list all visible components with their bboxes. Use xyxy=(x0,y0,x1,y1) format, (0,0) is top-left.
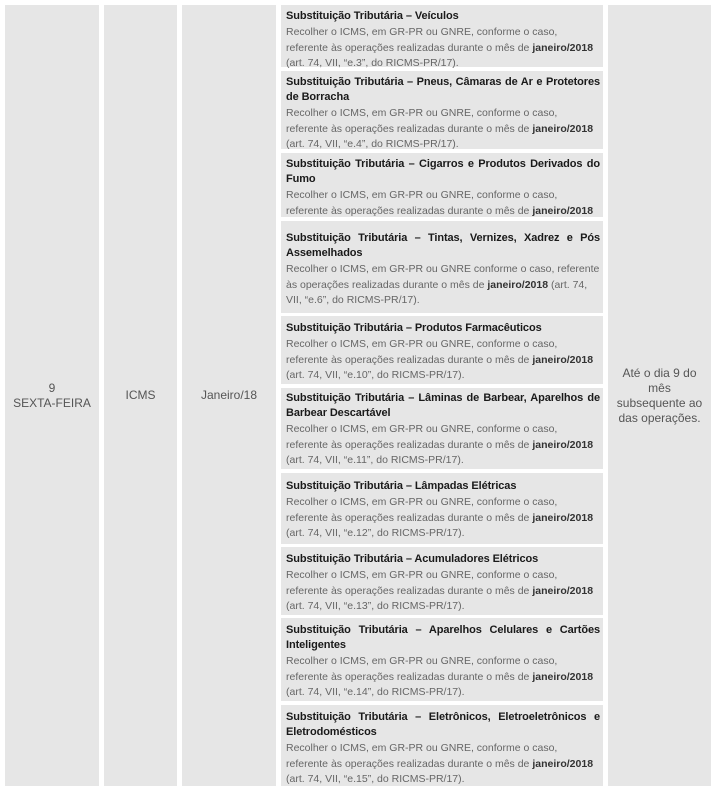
obligation-entry xyxy=(281,71,603,149)
reference-month: janeiro/2018 xyxy=(487,278,549,291)
reference-month: janeiro/2018 xyxy=(532,584,594,597)
weekday: SEXTA-FEIRA xyxy=(13,395,91,410)
tax-cell xyxy=(104,5,177,786)
deadline-text: Até o dia 9 do mês subsequente ao das operações. xyxy=(616,365,703,425)
obligation-description: Recolher o ICMS, em GR-PR ou GNRE, conforme o caso, referente às operações realizadas durante o mês de janeiro/2018 (art. 74, VII, “e.15”, do RICMS-PR/17). xyxy=(286,742,594,785)
obligation-title: Substituição Tributária – Aparelhos Celulares e Cartões Inteligentes xyxy=(286,624,600,651)
reference-month: janeiro/2018 xyxy=(532,438,594,451)
obligation-entry xyxy=(281,705,603,786)
obligation-description: Recolher o ICMS, em GR-PR ou GNRE, conforme o caso, referente às operações realizadas durante o mês de janeiro/2018 (art. 74, VII, “e.3”, do RICMS-PR/17). xyxy=(286,26,594,69)
obligation-title: Substituição Tributária – Veículos xyxy=(286,10,459,22)
obligation-title: Substituição Tributária – Lâminas de Barbear, Aparelhos de Barbear Descartável xyxy=(286,392,600,419)
reference-month: janeiro/2018 xyxy=(532,41,594,54)
tax-name: ICMS xyxy=(125,388,156,402)
obligation-entry xyxy=(281,473,603,544)
reference-month: janeiro/2018 xyxy=(532,757,594,770)
obligation-title: Substituição Tributária – Cigarros e Produtos Derivados do Fumo xyxy=(286,158,600,185)
obligation-description: Recolher o ICMS, em GR-PR ou GNRE conforme o caso, referente às operações realizadas durante o mês de janeiro/2018 (art. 74, VII, “e.6”, do RICMS-PR/17). xyxy=(286,263,600,306)
reference-month: janeiro/2018 xyxy=(532,353,594,366)
obligation-description: Recolher o ICMS, em GR-PR ou GNRE, conforme o caso, referente às operações realizadas durante o mês de janeiro/2018 (art. 74, VII, “e.11”, do RICMS-PR/17). xyxy=(286,423,594,466)
reference-month: janeiro/2018 xyxy=(532,122,594,135)
obligation-description: Recolher o ICMS, em GR-PR ou GNRE, conforme o caso, referente às operações realizadas durante o mês de janeiro/2018 (art. 74, VII, “e.14”, do RICMS-PR/17). xyxy=(286,655,594,698)
due-day-cell xyxy=(5,5,99,786)
obligation-title: Substituição Tributária – Pneus, Câmaras de Ar e Protetores de Borracha xyxy=(286,76,600,103)
obligation-entry xyxy=(281,221,603,313)
obligation-title: Substituição Tributária – Tintas, Vernizes, Xadrez e Pós Assemelhados xyxy=(286,232,600,259)
reference-period: Janeiro/18 xyxy=(200,388,258,402)
obligation-description: Recolher o ICMS, em GR-PR ou GNRE, conforme o caso, referente às operações realizadas durante o mês de janeiro/2018 (art. 74, VII, “e.13”, do RICMS-PR/17). xyxy=(286,569,594,612)
obligation-entry xyxy=(281,5,603,67)
period-cell xyxy=(182,5,276,786)
reference-month: janeiro/2018 xyxy=(532,670,594,683)
obligation-entry xyxy=(281,316,603,384)
obligation-entry xyxy=(281,153,603,217)
obligation-title: Substituição Tributária – Eletrônicos, Eletroeletrônicos e Eletrodomésticos xyxy=(286,711,600,738)
obligation-entry xyxy=(281,388,603,469)
obligation-title: Substituição Tributária – Produtos Farmacêuticos xyxy=(286,322,542,334)
obligation-title: Substituição Tributária – Acumuladores Elétricos xyxy=(286,553,539,565)
deadline-cell xyxy=(608,5,711,786)
reference-month: janeiro/2018 xyxy=(532,511,594,524)
due-day xyxy=(13,381,91,411)
obligation-description: Recolher o ICMS, em GR-PR ou GNRE, conforme o caso, referente às operações realizadas durante o mês de janeiro/2018 xyxy=(286,189,594,217)
obligation-entry xyxy=(281,547,603,615)
obligation-title: Substituição Tributária – Lâmpadas Elétricas xyxy=(286,480,517,492)
obligation-entry xyxy=(281,618,603,701)
obligation-description: Recolher o ICMS, em GR-PR ou GNRE, conforme o caso, referente às operações realizadas durante o mês de janeiro/2018 (art. 74, VII, “e.10”, do RICMS-PR/17). xyxy=(286,338,594,381)
day-number: 9 xyxy=(48,380,56,395)
obligation-description: Recolher o ICMS, em GR-PR ou GNRE, conforme o caso, referente às operações realizadas durante o mês de janeiro/2018 (art. 74, VII, “e.4”, do RICMS-PR/17). xyxy=(286,107,594,150)
obligation-description: Recolher o ICMS, em GR-PR ou GNRE, conforme o caso, referente às operações realizadas durante o mês de janeiro/2018 (art. 74, VII, “e.12”, do RICMS-PR/17). xyxy=(286,496,594,539)
reference-month: janeiro/2018 xyxy=(532,204,594,217)
